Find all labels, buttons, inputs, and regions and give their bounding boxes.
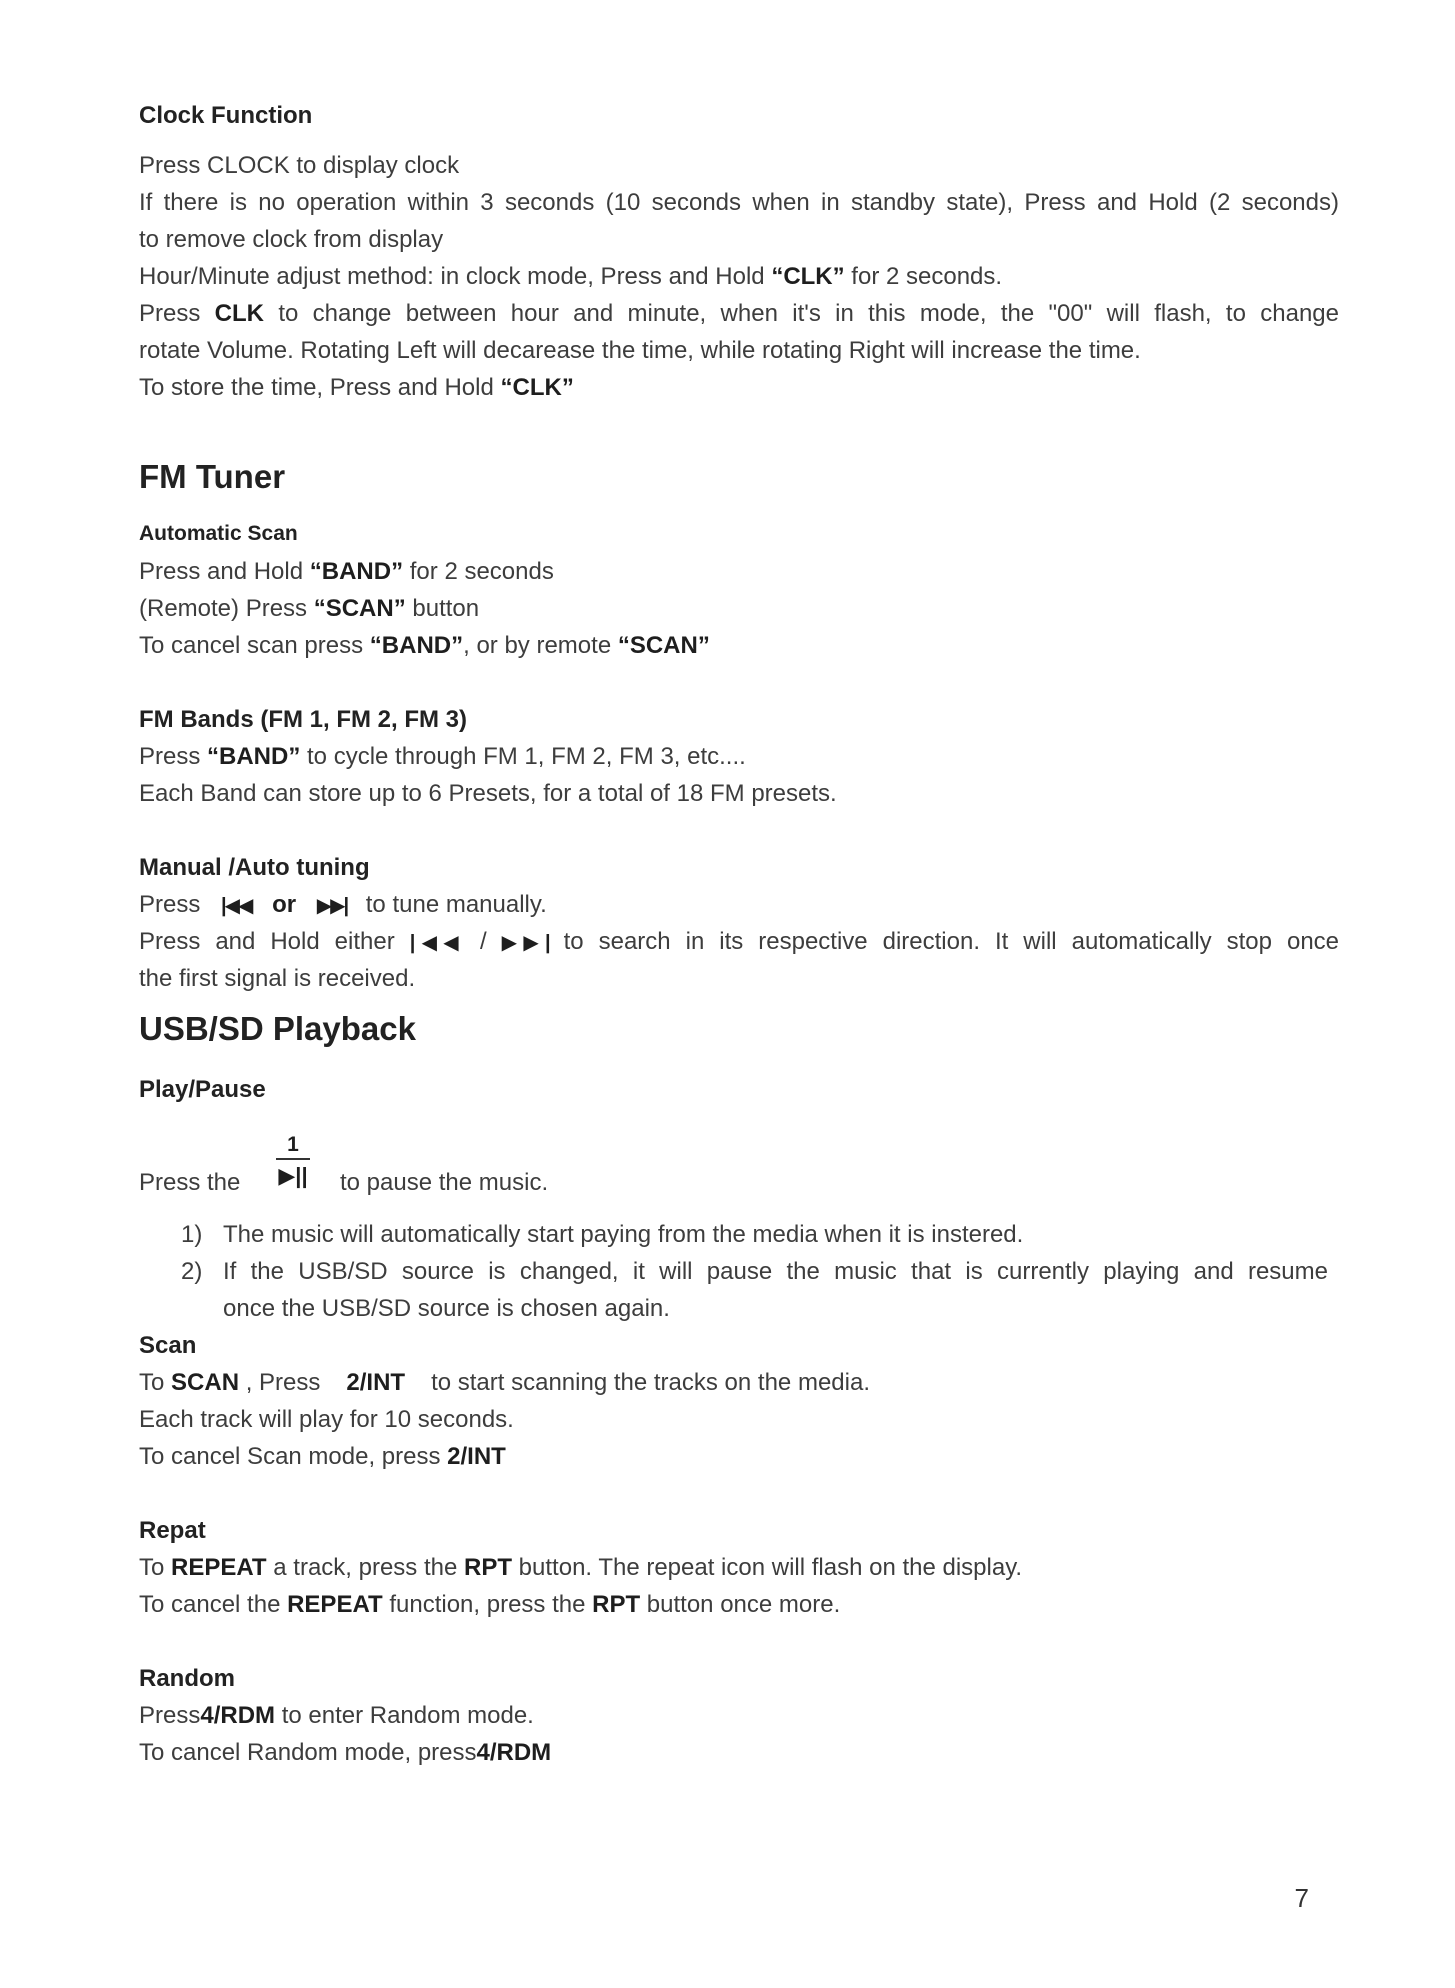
scan-line-1: To SCAN , Press 2/INT to start scanning the tracks on the media. bbox=[139, 1369, 870, 1396]
scan-heading: Scan bbox=[139, 1332, 197, 1359]
manual-tuning-heading: Manual /Auto tuning bbox=[139, 854, 370, 881]
auto-scan-line-1: Press and Hold “BAND” for 2 seconds bbox=[139, 558, 554, 585]
clock-line-2: If there is no operation within 3 seconds (10 seconds when in standby state), Press and Hold (2 seconds) bbox=[139, 189, 1339, 216]
clock-line-6: rotate Volume. Rotating Left will decarease the time, while rotating Right will increase the time. bbox=[139, 337, 1141, 364]
random-line-1: Press4/RDM to enter Random mode. bbox=[139, 1702, 534, 1729]
list-item-2-number: 2) bbox=[181, 1258, 203, 1285]
list-item-2-line-1: If the USB/SD source is changed, it will pause the music that is currently playing and resume bbox=[223, 1258, 1328, 1285]
play-pause-line-prefix: Press the bbox=[139, 1169, 241, 1196]
clock-line-3: to remove clock from display bbox=[139, 226, 444, 253]
list-item-1: The music will automatically start paying from the media when it is instered. bbox=[223, 1221, 1024, 1248]
manual-tuning-line-3: the first signal is received. bbox=[139, 965, 416, 992]
clock-line-7: To store the time, Press and Hold “CLK” bbox=[139, 374, 574, 401]
play-pause-key bbox=[276, 1132, 310, 1192]
repeat-heading: Repat bbox=[139, 1517, 206, 1544]
manual-tuning-line-2: Press and Hold either |◀◀ / ▶▶| to search in its respective direction. It will automatically stop once bbox=[139, 928, 1340, 955]
list-item-2-line-2: once the USB/SD source is chosen again. bbox=[223, 1295, 670, 1322]
next-track-icon: ▶▶| bbox=[501, 932, 549, 954]
previous-track-icon: |◀◀ bbox=[409, 932, 465, 954]
list-item-1-number: 1) bbox=[181, 1221, 203, 1248]
automatic-scan-heading: Automatic Scan bbox=[139, 522, 298, 545]
play-pause-line-suffix: to pause the music. bbox=[340, 1169, 549, 1196]
usb-sd-heading: USB/SD Playback bbox=[139, 1010, 416, 1047]
key-number-1: 1 bbox=[276, 1132, 310, 1160]
random-heading: Random bbox=[139, 1665, 235, 1692]
repeat-line-1: To REPEAT a track, press the RPT button. The repeat icon will flash on the display. bbox=[139, 1554, 1023, 1581]
random-line-2: To cancel Random mode, press4/RDM bbox=[139, 1739, 552, 1766]
clock-line-1: Press CLOCK to display clock bbox=[139, 152, 460, 179]
scan-line-2: Each track will play for 10 seconds. bbox=[139, 1406, 514, 1433]
manual-tuning-line-1: Press |◀◀ or ▶▶| to tune manually. bbox=[139, 891, 547, 918]
clock-heading: Clock Function bbox=[139, 102, 313, 129]
play-pause-icon: ▶|| bbox=[278, 1163, 308, 1188]
repeat-line-2: To cancel the REPEAT function, press the RPT button once more. bbox=[139, 1591, 841, 1618]
clock-line-5: Press CLK to change between hour and minute, when it's in this mode, the "00" will flash, to change bbox=[139, 300, 1340, 327]
fm-bands-line-1: Press “BAND” to cycle through FM 1, FM 2, FM 3, etc.... bbox=[139, 743, 746, 770]
scan-line-3: To cancel Scan mode, press 2/INT bbox=[139, 1443, 506, 1470]
page-number: 7 bbox=[1294, 1883, 1309, 1913]
clock-line-4: Hour/Minute adjust method: in clock mode, Press and Hold “CLK” for 2 seconds. bbox=[139, 263, 1003, 290]
play-pause-heading: Play/Pause bbox=[139, 1076, 266, 1103]
fm-bands-line-2: Each Band can store up to 6 Presets, for a total of 18 FM presets. bbox=[139, 780, 837, 807]
fm-bands-heading: FM Bands (FM 1, FM 2, FM 3) bbox=[139, 706, 467, 733]
auto-scan-line-2: (Remote) Press “SCAN” button bbox=[139, 595, 480, 622]
auto-scan-line-3: To cancel scan press “BAND”, or by remote “SCAN” bbox=[139, 632, 710, 659]
previous-track-icon: |◀◀ bbox=[221, 895, 252, 917]
fm-tuner-heading: FM Tuner bbox=[139, 458, 286, 495]
next-track-icon: ▶▶| bbox=[316, 895, 348, 917]
